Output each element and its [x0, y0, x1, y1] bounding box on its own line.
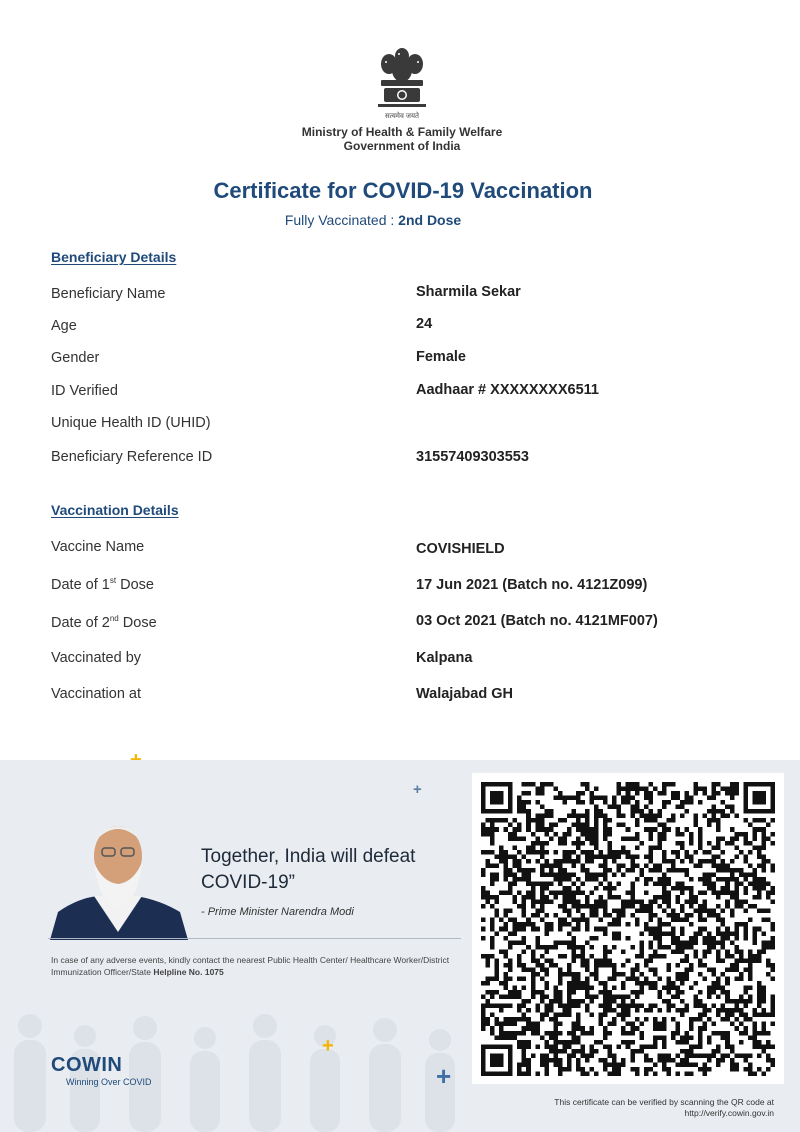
certificate-title: Certificate for COVID-19 Vaccination [213, 178, 593, 203]
qr-code-icon [481, 782, 775, 1076]
dose1-label-suffix: Dose [116, 576, 154, 593]
vaccination-status [0, 212, 746, 228]
status-label: Fully Vaccinated : [284, 212, 399, 228]
decor-plus-yellow-icon: + [322, 1035, 334, 1057]
government-name: Government of India [343, 139, 461, 153]
divider-line [48, 938, 461, 939]
beneficiary-name-value: Sharmila Sekar [416, 284, 521, 300]
quote-line-2: COVID-19” [201, 872, 295, 893]
verify-link: http://verify.cowin.gov.in [684, 1108, 774, 1118]
dose1-date-label [51, 576, 154, 593]
dose1-label-sup: st [109, 576, 117, 585]
dose2-label-sup: nd [109, 614, 119, 623]
adverse-text: In case of any adverse events, kindly contact the nearest Public Health Center/ Healthcare Worker/District Immunization Officer/State [51, 955, 450, 977]
vaccine-name-label: Vaccine Name [51, 539, 145, 555]
verification-note [440, 1097, 774, 1119]
age-value: 24 [416, 316, 433, 332]
dose2-date-value: 03 Oct 2021 (Batch no. 4121MF007) [416, 613, 658, 629]
pm-quote [201, 844, 461, 896]
dose2-label-text: Date of 2 [51, 614, 110, 631]
vaccination-at-label: Vaccination at [51, 686, 142, 702]
verify-line-1: This certificate can be verified by scanning the QR code at [554, 1097, 774, 1107]
vaccinated-by-value: Kalpana [416, 650, 473, 666]
cowin-logo: COWIN [51, 1054, 123, 1076]
dose2-label-suffix: Dose [118, 614, 157, 631]
uhid-label: Unique Health ID (UHID) [51, 415, 211, 431]
gender-label: Gender [51, 350, 100, 366]
national-emblem-icon [372, 44, 432, 118]
age-label: Age [51, 318, 77, 334]
quote-attribution: - Prime Minister Narendra Modi [201, 906, 354, 918]
status-value: 2nd Dose [398, 212, 462, 228]
vaccination-details-heading: Vaccination Details [51, 502, 179, 518]
gender-value: Female [416, 349, 466, 365]
beneficiary-details-heading: Beneficiary Details [51, 249, 177, 265]
helpline-number: Helpline No. 1075 [153, 967, 224, 977]
decor-plus-small-icon: + [413, 781, 422, 798]
cowin-tagline: Winning Over COVID [66, 1077, 152, 1087]
beneficiary-name-label: Beneficiary Name [51, 286, 166, 302]
dose1-label-text: Date of 1 [51, 576, 110, 593]
qr-code-card [472, 773, 784, 1084]
vaccine-name-value: COVISHIELD [416, 541, 505, 557]
emblem-motto: सत्यमेव जयते [384, 113, 420, 120]
quote-line-1: Together, India will defeat [201, 846, 416, 867]
dose2-date-label [51, 614, 157, 631]
reference-id-value: 31557409303553 [416, 449, 529, 465]
decor-plus-blue-icon: + [436, 1061, 452, 1091]
id-verified-label: ID Verified [51, 383, 118, 399]
vaccination-at-value: Walajabad GH [416, 686, 513, 702]
dose1-date-value: 17 Jun 2021 (Batch no. 4121Z099) [416, 577, 648, 593]
ministry-header [0, 125, 800, 153]
reference-id-label: Beneficiary Reference ID [51, 449, 213, 465]
id-verified-value: Aadhaar # XXXXXXXX6511 [416, 382, 599, 398]
footer-panel [0, 760, 800, 1132]
ministry-name: Ministry of Health & Family Welfare [301, 125, 503, 139]
vaccinated-by-label: Vaccinated by [51, 650, 142, 666]
adverse-events-notice [51, 954, 461, 978]
prime-minister-photo [48, 812, 188, 940]
